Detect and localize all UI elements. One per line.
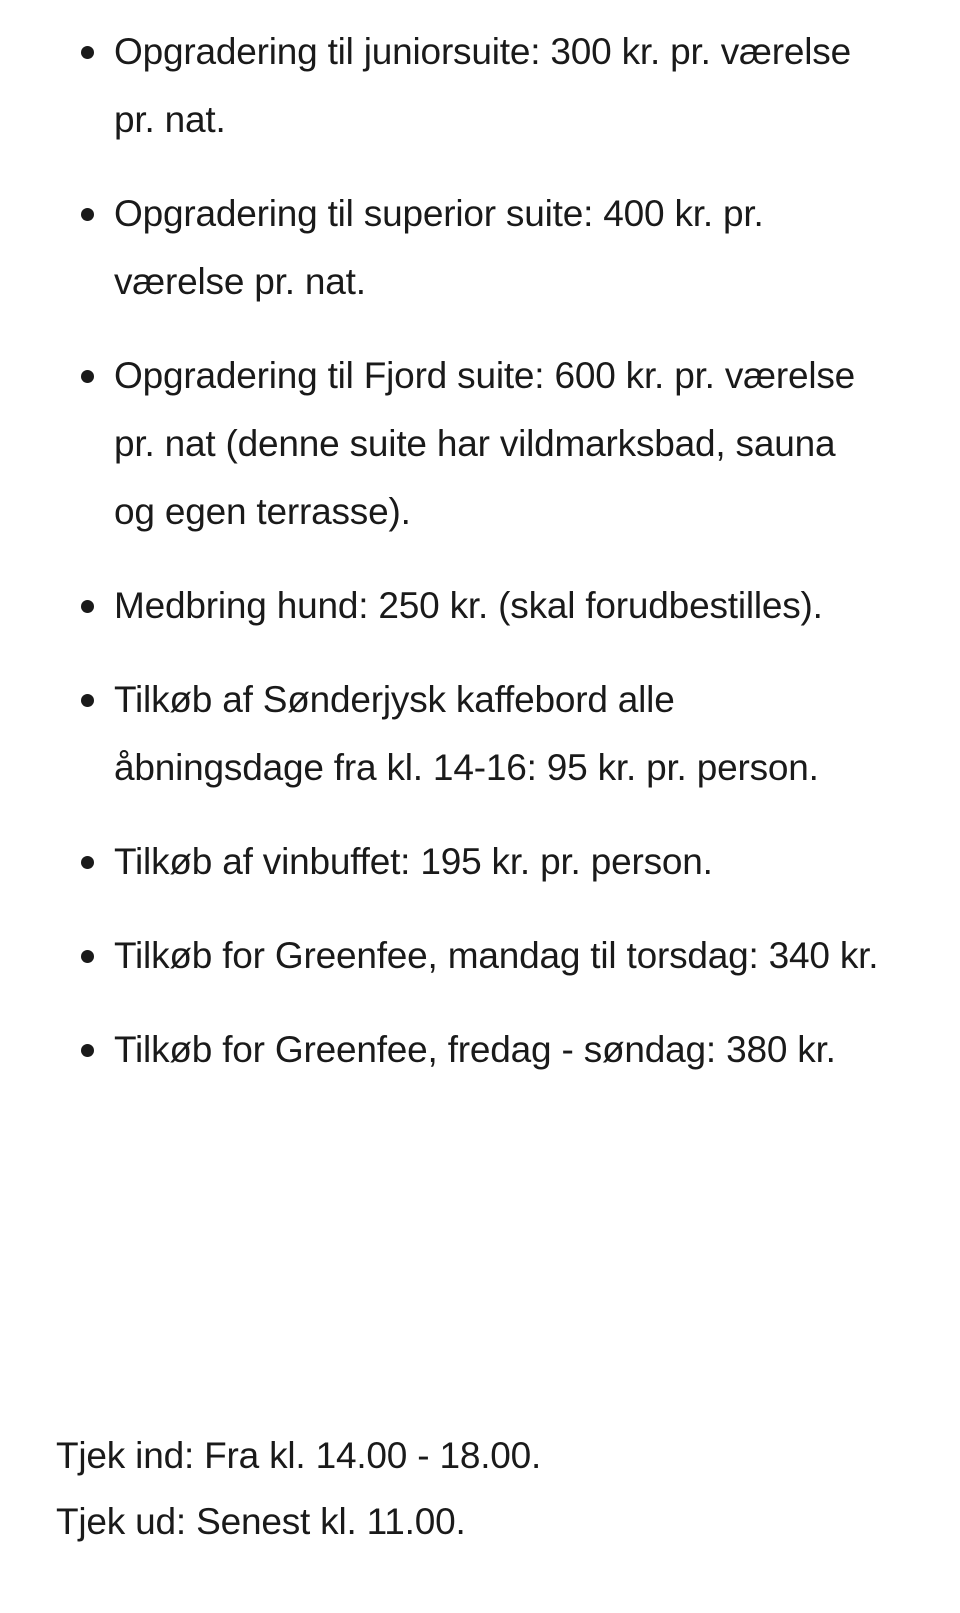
bullet-icon [81, 46, 94, 59]
bullet-icon [81, 694, 94, 707]
bullet-icon [81, 208, 94, 221]
list-item [114, 828, 884, 896]
list-item-text: Opgradering til juniorsuite: 300 kr. pr. værelse pr. nat. [114, 31, 851, 140]
list-item [114, 922, 884, 990]
list-item [114, 18, 884, 154]
list-item-text: Tilkøb for Greenfee, fredag - søndag: 380 kr. [114, 1029, 836, 1070]
list-item-text: Medbring hund: 250 kr. (skal forudbestilles). [114, 585, 823, 626]
list-item [114, 572, 884, 640]
checkin-info [56, 1423, 936, 1555]
check-out-time: Tjek ud: Senest kl. 11.00. [56, 1501, 466, 1542]
list-item-text: Tilkøb af vinbuffet: 195 kr. pr. person. [114, 841, 713, 882]
bullet-icon [81, 1044, 94, 1057]
bullet-icon [81, 370, 94, 383]
addon-price-list [0, 18, 884, 1084]
bullet-icon [81, 856, 94, 869]
list-item-text: Opgradering til superior suite: 400 kr. pr. værelse pr. nat. [114, 193, 764, 302]
list-item [114, 180, 884, 316]
bullet-icon [81, 600, 94, 613]
list-item-text: Tilkøb for Greenfee, mandag til torsdag: 340 kr. [114, 935, 879, 976]
list-item-text: Opgradering til Fjord suite: 600 kr. pr. værelse pr. nat (denne suite har vildmarksbad, sauna og egen terrasse). [114, 355, 856, 532]
bullet-icon [81, 950, 94, 963]
check-in-time: Tjek ind: Fra kl. 14.00 - 18.00. [56, 1435, 542, 1476]
list-item [114, 666, 884, 802]
list-item [114, 1016, 884, 1084]
page-content [0, 18, 960, 1110]
list-item-text: Tilkøb af Sønderjysk kaffebord alle åbningsdage fra kl. 14-16: 95 kr. pr. person. [114, 679, 819, 788]
list-item [114, 342, 884, 546]
